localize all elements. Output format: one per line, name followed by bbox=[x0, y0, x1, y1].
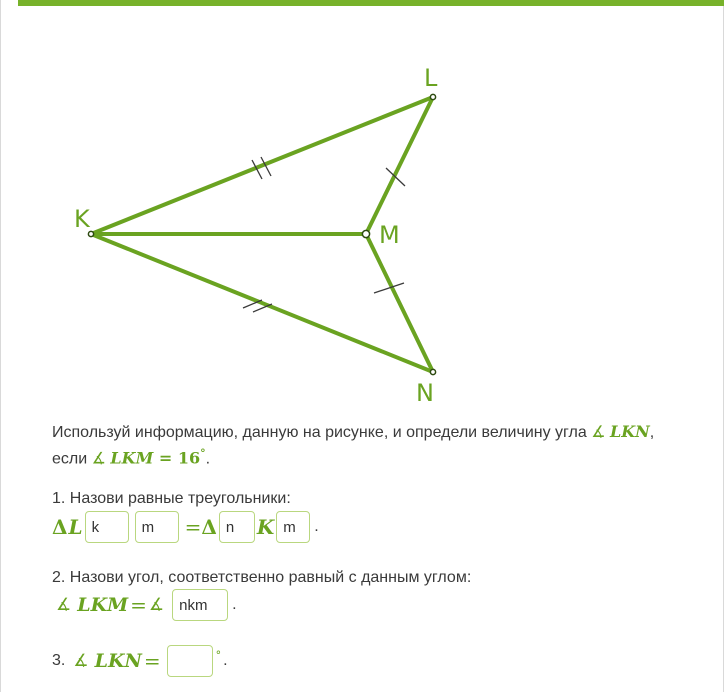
answer-box-3[interactable]: n bbox=[219, 511, 255, 543]
answer-box-1[interactable]: k bbox=[85, 511, 129, 543]
angle-symbol: ∡ bbox=[73, 651, 89, 671]
q2-title: 2. Назови угол, соответственно равный с данным углом: bbox=[52, 569, 472, 586]
prompt-text-1: Используй информацию, данную на рисунке, и определи величину угла bbox=[52, 424, 592, 441]
degree-sign: ° bbox=[200, 447, 206, 460]
point-n bbox=[430, 369, 435, 374]
segment-kn bbox=[91, 234, 433, 372]
equals-sign: = bbox=[143, 649, 161, 673]
answer-box-degrees[interactable] bbox=[167, 645, 213, 677]
q3-number: 3. bbox=[52, 652, 66, 669]
q1-title: 1. Назови равные треугольники: bbox=[52, 490, 291, 507]
degree-sign: ° bbox=[215, 649, 222, 662]
answer-box-2[interactable]: m bbox=[135, 511, 179, 543]
angle-symbol: ∡ bbox=[591, 422, 606, 441]
angle-lkn: LKN bbox=[94, 650, 142, 672]
angle-lkm: LKM bbox=[77, 594, 129, 616]
prompt-period: . bbox=[205, 450, 211, 468]
prompt-line-1 bbox=[52, 421, 654, 444]
delta-symbol: Δ bbox=[52, 515, 68, 539]
equals-sign: = bbox=[153, 448, 178, 468]
q3-answer-row bbox=[52, 645, 228, 677]
answer-box-4[interactable]: m bbox=[276, 511, 310, 543]
letter-k: K bbox=[256, 515, 275, 539]
label-n: N bbox=[416, 379, 434, 407]
q1-answer-row bbox=[52, 511, 319, 543]
letter-l: L bbox=[68, 515, 83, 539]
segment-lm bbox=[366, 97, 433, 234]
equals-sign: = bbox=[184, 515, 202, 539]
segment-mn bbox=[366, 234, 433, 372]
q2-answer-row bbox=[56, 589, 237, 621]
prompt-comma: , bbox=[649, 424, 655, 441]
angle-symbol: ∡ bbox=[91, 448, 106, 468]
q1-period: . bbox=[314, 518, 319, 535]
segment-kl bbox=[91, 97, 433, 234]
point-l bbox=[430, 94, 435, 99]
q2-period: . bbox=[232, 596, 237, 613]
delta-symbol: Δ bbox=[201, 515, 217, 539]
angle-symbol: ∡ bbox=[56, 595, 72, 615]
q3-period: . bbox=[223, 652, 228, 669]
answer-box-angle[interactable]: nkm bbox=[172, 589, 228, 621]
angle-lkn: LKN bbox=[610, 422, 650, 441]
prompt-text-2: если bbox=[52, 450, 92, 468]
label-l: L bbox=[424, 64, 438, 92]
prompt-line-2 bbox=[52, 443, 210, 470]
angle-lkm: LKM bbox=[110, 448, 154, 468]
point-m bbox=[362, 230, 369, 237]
equals-sign: = bbox=[130, 593, 147, 617]
angle-value: 16 bbox=[177, 448, 201, 468]
angle-symbol: ∡ bbox=[148, 595, 165, 615]
label-k: K bbox=[74, 205, 90, 233]
label-m: M bbox=[379, 221, 400, 249]
